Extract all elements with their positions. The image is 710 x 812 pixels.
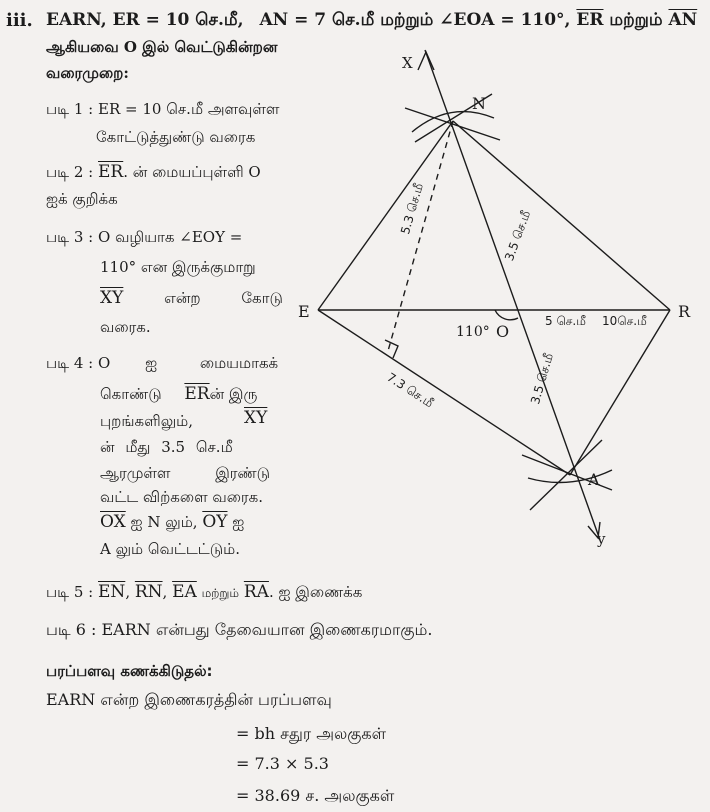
step-2-label: படி 2 : bbox=[46, 163, 94, 181]
segment-er-label: $\overline{ER}$ bbox=[576, 10, 604, 30]
angle-arc-110 bbox=[495, 310, 518, 320]
step-4-segment-xy: $\overline{XY}$ bbox=[244, 408, 268, 428]
label-y: y bbox=[597, 530, 606, 548]
step-4-line-3: புறங்களிலும், bbox=[100, 412, 193, 430]
step-2-segment: $\overline{ER}$ bbox=[98, 162, 124, 182]
on-length-label: 3.5 செ.மீ bbox=[502, 208, 534, 263]
construction-title: வரைமுறை: bbox=[46, 64, 129, 82]
segment-en bbox=[318, 121, 453, 310]
segment-nr bbox=[453, 121, 670, 310]
step-3-line-4: வரைக. bbox=[100, 318, 151, 336]
segment-an-label: $\overline{AN}$ bbox=[668, 10, 698, 30]
label-n: N bbox=[472, 94, 486, 113]
step-1-line-1: படி 1 : ER = 10 செ.மீ அளவுள்ள bbox=[46, 100, 280, 118]
step-4-line-8: A லும் வெட்டட்டும். bbox=[100, 540, 240, 558]
step-3-line-2: 110° என இருக்குமாறு bbox=[100, 258, 256, 276]
base-length-label: 7.3 செ.மீ bbox=[384, 370, 436, 411]
oa-length-label: 3.5 செ.மீ bbox=[528, 351, 556, 406]
step-4-line-5: ஆரமுள்ள இரண்டு bbox=[100, 464, 271, 482]
problem-statement-line2: ஆகியவை O இல் வெட்டுகின்றன bbox=[46, 38, 278, 56]
and-word: மற்றும் bbox=[609, 10, 663, 30]
step-4-line-6: வட்ட விற்களை வரைக. bbox=[100, 488, 264, 506]
step-4-segment-oy: $\overline{OY}$ bbox=[202, 512, 228, 532]
label-x: X bbox=[402, 54, 413, 72]
label-o: O bbox=[496, 322, 510, 341]
step-5-segment-en: $\overline{EN}$ bbox=[98, 582, 126, 602]
height-dashed-line bbox=[388, 121, 453, 351]
step-5-label: படி 5 : bbox=[46, 583, 94, 601]
or-length-label: 5 செ.மீ bbox=[545, 314, 586, 328]
area-equation-2: = 7.3 × 5.3 bbox=[236, 754, 329, 773]
segment-ra bbox=[570, 310, 670, 475]
label-e: E bbox=[298, 302, 310, 321]
step-5-end: . ஐ இணைக்க bbox=[268, 583, 363, 601]
area-title: பரப்பளவு கணக்கிடுதல்: bbox=[46, 662, 213, 680]
step-3-line-1: படி 3 : O வழியாக ∠EOY = bbox=[46, 228, 243, 246]
label-r: R bbox=[678, 302, 691, 321]
step-4-word-3: கொண்டு bbox=[100, 385, 162, 403]
step-4-line-4: ன் மீது 3.5 செ.மீ bbox=[100, 438, 233, 456]
step-4-segment-ox: $\overline{OX}$ bbox=[100, 512, 126, 532]
step-5-and: மற்றும் bbox=[201, 586, 240, 600]
step-2-line-2: ஐக் குறிக்க bbox=[46, 190, 118, 208]
problem-part-b: AN = 7 செ.மீ மற்றும் ∠EOA = 110°, bbox=[259, 10, 571, 30]
step-4-word-6: ஐ bbox=[232, 513, 245, 531]
label-a: A bbox=[588, 470, 600, 489]
problem-number: iii. bbox=[6, 10, 33, 31]
step-6: படி 6 : EARN என்பது தேவையான இணைகரமாகும். bbox=[46, 620, 433, 639]
height-label: 5.3 செ.மீ bbox=[398, 181, 426, 236]
step-4-label: படி 4 : O bbox=[46, 354, 111, 372]
step-4-word-4: ன் இரு bbox=[209, 385, 258, 403]
step-5-segment-ea: $\overline{EA}$ bbox=[172, 582, 197, 602]
step-3-word-2: கோடு bbox=[241, 289, 283, 307]
step-5: படி 5 : $\overline{EN}$, $\overline{RN}$, $\overline{EA}$ மற்றும் $\overline{RA}$. ஐ இணைக்க bbox=[46, 582, 363, 602]
angle-label: 110° bbox=[456, 324, 490, 340]
step-4-word-1: ஐ bbox=[145, 354, 158, 372]
area-equation-1: = bh சதுர அலகுகள் bbox=[236, 724, 387, 743]
step-5-segment-rn: $\overline{RN}$ bbox=[134, 582, 163, 602]
er-length-label: 10செ.மீ bbox=[602, 314, 647, 328]
step-4-segment-er: $\overline{ER}$ bbox=[184, 384, 210, 404]
step-3-segment: $\overline{XY}$ bbox=[100, 288, 124, 308]
step-3-word: என்ற bbox=[164, 289, 201, 307]
step-5-segment-ra: $\overline{RA}$ bbox=[243, 582, 269, 602]
problem-part-a: EARN, ER = 10 செ.மீ, bbox=[46, 10, 244, 30]
area-equation-3: = 38.69 ச. அலகுகள் bbox=[236, 786, 395, 805]
step-4-word-2: மையமாகக் bbox=[199, 354, 279, 372]
step-4-word-5: ஐ N லும், bbox=[130, 513, 198, 531]
step-2-rest: . ன் மையப்புள்ளி O bbox=[123, 163, 261, 181]
step-1-line-2: கோட்டுத்துண்டு வரைக bbox=[96, 128, 256, 146]
area-intro: EARN என்ற இணைகரத்தின் பரப்பளவு bbox=[46, 690, 332, 709]
